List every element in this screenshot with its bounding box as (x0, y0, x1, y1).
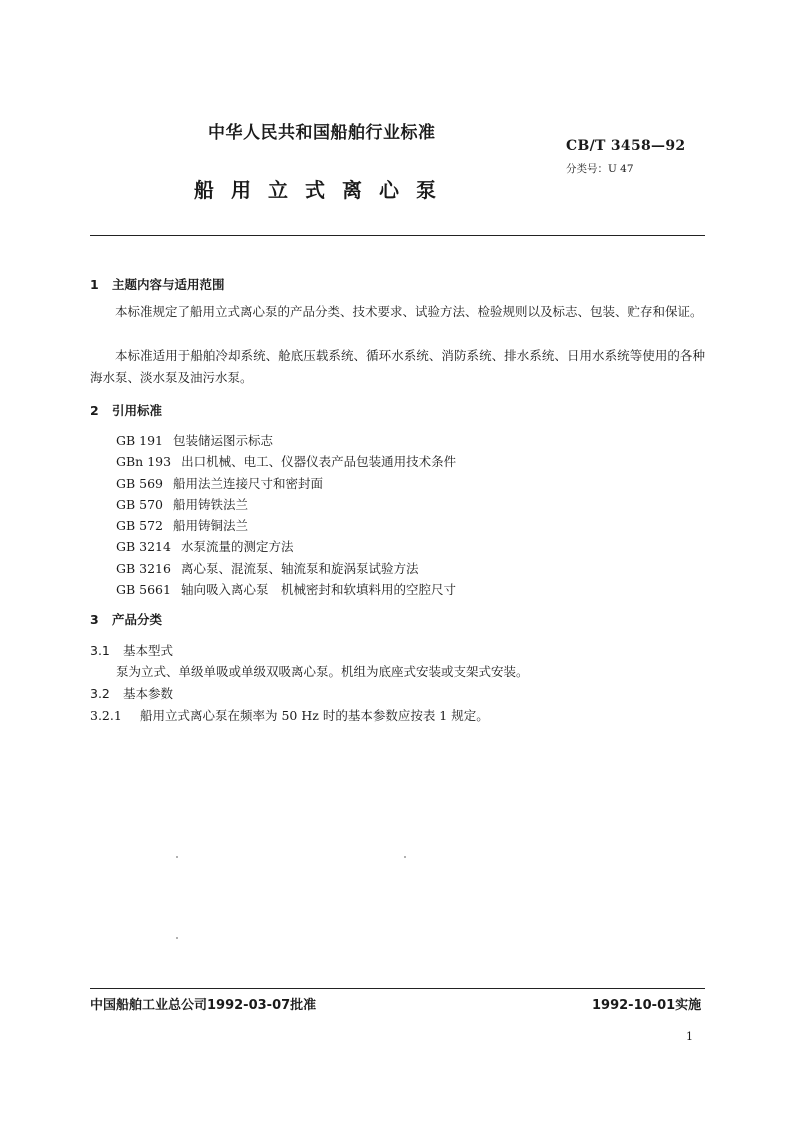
section-1-title: 主题内容与适用范围 (112, 277, 225, 292)
reference-code: GB 572 (116, 518, 164, 534)
reference-code: GB 5661 (116, 582, 171, 598)
section-2-title: 引用标准 (112, 403, 163, 418)
reference-item (116, 579, 456, 600)
classification-code: 分类号：U 47 (566, 163, 634, 175)
subsection-3-2-1-text: 船用立式离心泵在频率为 50 Hz 时的基本参数应按表 1 规定。 (140, 708, 489, 723)
reference-title: 船用法兰连接尺寸和密封面 (173, 475, 324, 491)
standard-number: CB/T 3458—92 (566, 138, 686, 154)
reference-title: 船用铸铁法兰 (173, 496, 249, 512)
reference-code: GB 3214 (116, 539, 171, 555)
document-title: 船用立式离心泵 (194, 178, 453, 202)
section-2-heading (90, 401, 162, 419)
reference-code: GBn 193 (116, 454, 172, 470)
section-3-heading (90, 610, 162, 628)
reference-code: GB 3216 (116, 560, 171, 576)
org-title: 中华人民共和国船舶行业标准 (208, 123, 436, 143)
section-1-paragraph-2: 本标准适用于船舶冷却系统、舱底压载系统、循环水系统、消防系统、排水系统、日用水系统等使用的各种海水泵、淡水泵及油污水泵。 (90, 348, 705, 385)
implementation-date: 1992-10-01实施 (592, 998, 702, 1013)
section-1-paragraph-1: 本标准规定了船用立式离心泵的产品分类、技术要求、试验方法、检验规则以及标志、包装、贮存和保证。 (115, 304, 703, 319)
reference-title: 离心泵、混流泵、轴流泵和旋涡泵试验方法 (180, 560, 419, 576)
section-1-heading (90, 275, 225, 293)
subsection-3-1-heading (90, 641, 173, 659)
reference-item (116, 494, 456, 515)
subsection-3-2-title: 基本参数 (123, 686, 174, 701)
scan-speck (404, 856, 406, 858)
reference-title: 出口机械、电工、仪器仪表产品包装通用技术条件 (181, 454, 457, 470)
reference-item (116, 536, 456, 557)
reference-title: 包装储运图示标志 (173, 433, 274, 448)
reference-item (116, 515, 456, 536)
scan-speck (176, 937, 178, 939)
reference-title: 水泵流量的测定方法 (180, 539, 294, 555)
approval-line: 中国船舶工业总公司1992-03-07批准 (90, 998, 317, 1013)
reference-code: GB 569 (116, 475, 164, 491)
subsection-3-1-title: 基本型式 (123, 643, 174, 658)
subsection-3-1-text: 泵为立式、单级单吸或单级双吸离心泵。机组为底座式安装或支架式安装。 (116, 664, 529, 679)
page-number: 1 (686, 1030, 693, 1043)
subsection-3-2-1-line (90, 706, 489, 724)
scan-speck (176, 856, 178, 858)
reference-item (116, 473, 456, 494)
reference-item (116, 558, 456, 579)
section-3-title: 产品分类 (112, 612, 163, 627)
reference-code: GB 570 (116, 496, 164, 512)
subsection-3-2-1-number: 3.2.1 (90, 708, 122, 723)
reference-code: GB 191 (116, 433, 164, 448)
subsection-3-2-number: 3.2 (90, 686, 110, 701)
subsection-3-2-heading (90, 684, 173, 702)
section-2-number: 2 (90, 403, 99, 418)
reference-title: 轴向吸入离心泵 机械密封和软填料用的空腔尺寸 (180, 582, 456, 598)
reference-item (116, 430, 456, 451)
reference-title: 船用铸铜法兰 (173, 518, 249, 534)
reference-list (116, 430, 456, 600)
section-3-number: 3 (90, 612, 99, 627)
subsection-3-1-number: 3.1 (90, 643, 110, 658)
reference-item (116, 451, 456, 472)
header-divider (90, 235, 705, 236)
footer-divider (90, 988, 705, 989)
section-1-number: 1 (90, 277, 99, 292)
